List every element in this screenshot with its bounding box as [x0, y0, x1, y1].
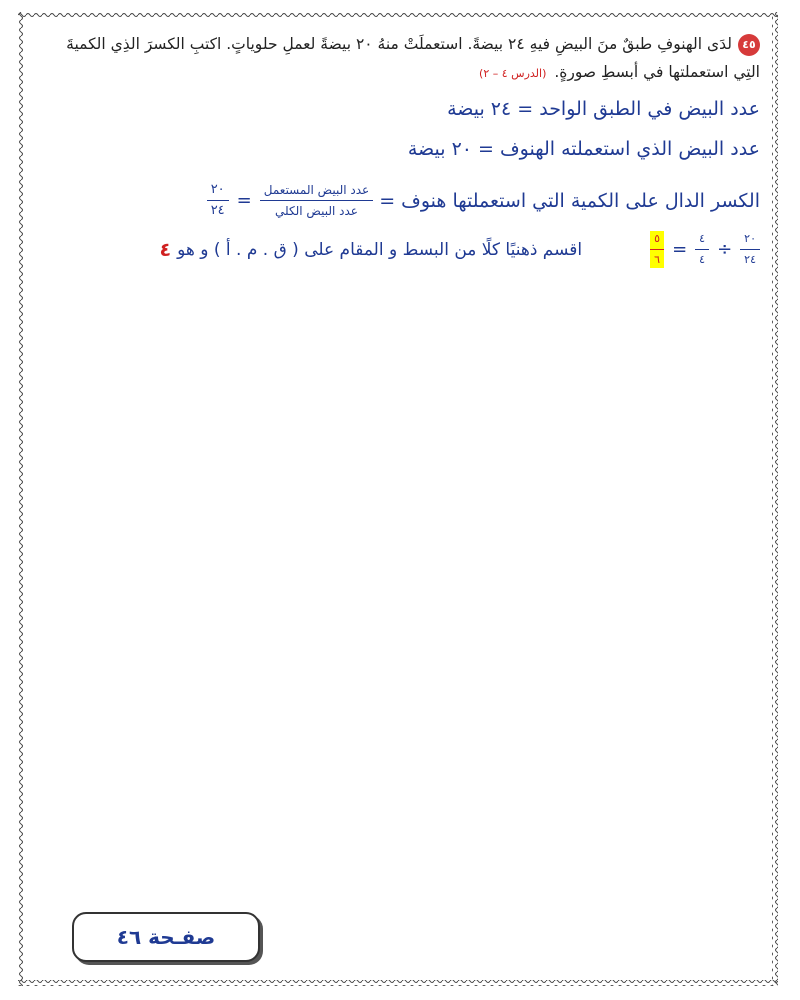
gcf-statement: اقسم ذهنيًا كلًا من البسط و المقام على ( ق . م . أ ) و هو	[177, 239, 583, 260]
page-number-box	[72, 912, 260, 962]
question-number-badge: ٤٥	[738, 34, 760, 56]
lesson-reference: (الدرس ٤ – ٢)	[479, 67, 547, 80]
question-body: لدَى الهنوفِ طبقٌ منَ البيضِ فيهِ ٢٤ بيضةً. استعملَتْ منهُ ٢٠ بيضةً لعملِ حلوياتٍ. اكتبِ الكسرَ الذِي الكميةَ التِي استعملتها في أبسطِ صورةٍ.	[66, 35, 760, 81]
equals-sign-2: =	[672, 238, 688, 260]
solution-fraction-definition	[40, 182, 760, 219]
answer-denominator: ٦	[654, 253, 661, 266]
fraction-numerator: ٢٠	[207, 182, 229, 201]
fraction-20-24-small	[740, 231, 760, 268]
fraction-4-4	[695, 231, 709, 268]
gcf-value: ٤	[159, 238, 172, 261]
answer-numerator: ٥	[650, 231, 664, 250]
fraction-denominator: ٢٤	[744, 253, 756, 266]
fraction-denominator: ٤	[699, 253, 706, 266]
fraction-20-24	[207, 182, 229, 219]
solution-line-total-eggs: عدد البيض في الطبق الواحد = ٢٤ بيضة	[447, 98, 760, 120]
fraction-label: الكسر الدال على الكمية التي استعملتها هنوف =	[379, 189, 760, 212]
divide-sign: ÷	[717, 238, 733, 260]
fraction-denominator: ٢٤	[210, 203, 225, 218]
word-fraction-numerator: عدد البيض المستعمل	[260, 182, 373, 201]
question-text	[40, 30, 760, 88]
answer-fraction-highlighted	[650, 231, 664, 268]
solution-simplification	[40, 231, 760, 268]
fraction-numerator: ٤	[695, 231, 709, 250]
worksheet-content	[40, 30, 760, 268]
page-number-label: صفـحة ٤٦	[116, 925, 216, 949]
equals-sign: =	[236, 189, 252, 211]
solution-line-used-eggs: عدد البيض الذي استعملته الهنوف = ٢٠ بيضة	[407, 138, 760, 160]
fraction-numerator: ٢٠	[740, 231, 760, 250]
word-fraction	[260, 182, 373, 219]
word-fraction-denominator: عدد البيض الكلي	[274, 204, 358, 218]
